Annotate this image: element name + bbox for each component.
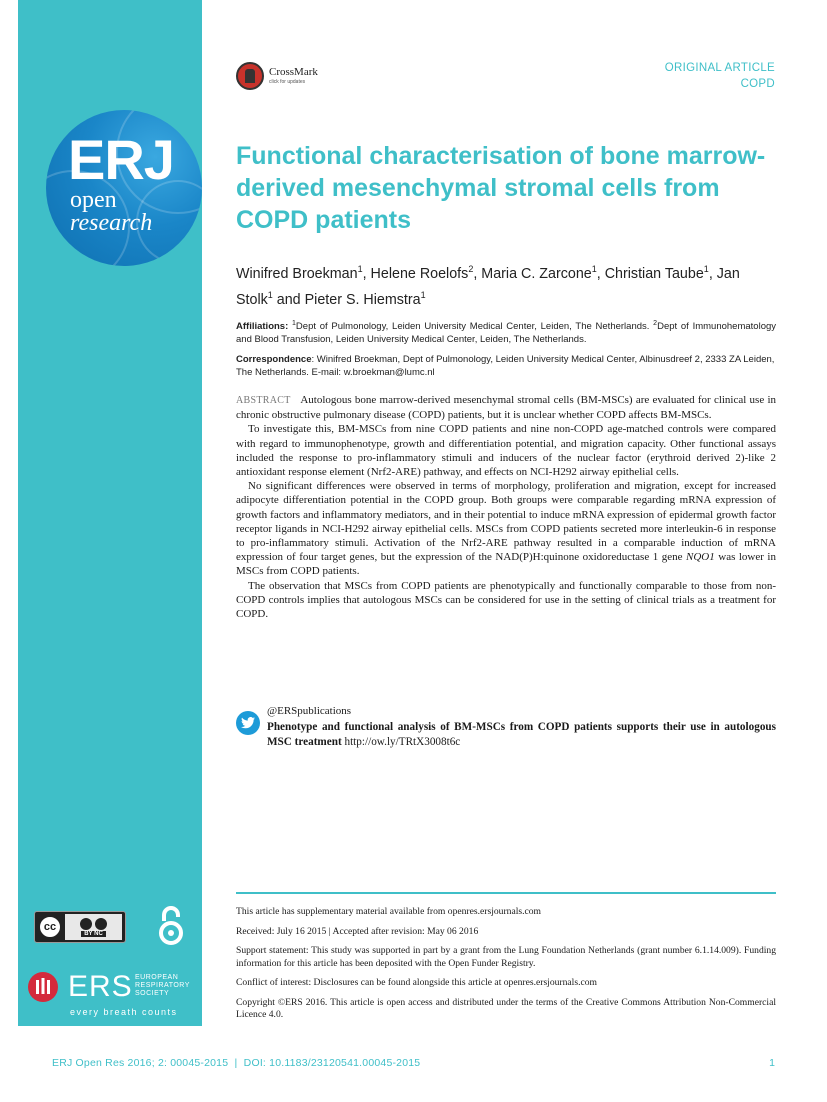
affiliations-label: Affiliations: bbox=[236, 321, 289, 333]
cc-terms-label: BY NC bbox=[81, 931, 106, 937]
author-name: Christian Taube bbox=[604, 265, 704, 282]
footnotes bbox=[236, 906, 776, 1029]
citation-footer: ERJ Open Res 2016; 2: 00045-2015 | DOI: 10.1183/23120541.00045-2015 bbox=[52, 1057, 421, 1069]
correspondence-label: Correspondence bbox=[236, 354, 312, 365]
page-number: 1 bbox=[769, 1057, 775, 1069]
article-type-label: ORIGINAL ARTICLE bbox=[664, 62, 775, 74]
crossmark-icon bbox=[236, 62, 264, 90]
author-affiliation-sup: 1 bbox=[420, 289, 426, 300]
supplementary-note: This article has supplementary material available from openres.ersjournals.com bbox=[236, 906, 542, 917]
abstract bbox=[236, 393, 776, 621]
abstract-paragraph: The observation that MSCs from COPD patients are phenotypically and functionally comparable to those from non-COPD controls implies that autologous MSCs can be considered for use in the setting of clinical trials as a treatment for COPD. bbox=[236, 579, 776, 621]
author-affiliation-sup: 1 bbox=[703, 264, 709, 274]
tweet-handle[interactable]: @ERSpublications bbox=[267, 705, 352, 717]
article-type bbox=[665, 60, 775, 92]
footnote-divider bbox=[236, 892, 776, 894]
ers-name: ERS bbox=[68, 970, 133, 1003]
article-title: Functional characterisation of bone marrow-derived mesenchymal stromal cells from COPD patients bbox=[236, 142, 766, 234]
author-separator: , bbox=[473, 265, 482, 282]
author-affiliation-sup: 2 bbox=[468, 264, 474, 274]
open-access-icon bbox=[158, 905, 184, 947]
author-separator: and bbox=[272, 291, 305, 308]
author-name: Jan Stolk bbox=[236, 265, 740, 308]
author-separator: , bbox=[596, 265, 605, 282]
author-name: Winifred Broekman bbox=[236, 265, 358, 282]
affiliations: Affiliations: $^1$Dept of Pulmonology, Leiden University Medical Center, Leiden, The Netherlands. $^2$Dept of Immunohematology and Blood Transfusion, Leiden University Medical Center, Leiden, The Netherlands. bbox=[236, 320, 777, 346]
nc-icon bbox=[95, 918, 107, 930]
erj-open-research-logo bbox=[46, 110, 202, 266]
author-separator: , bbox=[708, 265, 717, 282]
creative-commons-badge[interactable] bbox=[34, 911, 126, 943]
author-separator: , bbox=[362, 265, 371, 282]
crossmark-badge[interactable] bbox=[236, 62, 326, 92]
ers-logo bbox=[28, 968, 188, 1018]
by-icon bbox=[80, 918, 92, 930]
logo-open-text: open bbox=[70, 187, 117, 213]
author-affiliation-sup: 1 bbox=[357, 264, 363, 274]
ers-lung-icon bbox=[28, 972, 58, 1002]
copyright-notice: Copyright ©ERS 2016. This article is open access and distributed under the terms of the Creative Commons Attribution Non-Commercial Licence 4.0. bbox=[236, 996, 776, 1020]
author-affiliation-sup: 1 bbox=[267, 289, 273, 300]
author-affiliation-sup: 1 bbox=[591, 264, 597, 274]
cc-icon: cc bbox=[38, 915, 62, 939]
correspondence-text: : Winifred Broekman, Dept of Pulmonology, Leiden University Medical Center, Albinusdreef 2, 2333 ZA Leiden, The Netherlands. E-mail: w.broekman@lumc.nl bbox=[236, 354, 775, 378]
abstract-paragraph: No significant differences were observed in terms of morphology, proliferation and migration, except for increased adipocyte differentiation potential in the COPD group. Both groups were comparable regarding mRNA expression of growth factors and inflammatory mediators, and in their potential to induce mRNA expression of epidermal growth factor receptor ligands in NCI-H292 airway epithelial cells. MSCs from COPD patients secreted more interleukin-6 in response to pro-inflammatory stimuli. Activation of the Nrf2-ARE pathway resulted in a comparable induction of mRNA expression of four target genes, but the expression of the NAD(P)H:quinone oxidoreductase 1 gene NQO1 was lower in MSCs from COPD patients. bbox=[236, 480, 776, 578]
crossmark-sub: click for updates bbox=[269, 79, 306, 85]
sidebar-band bbox=[18, 0, 202, 1026]
author-name: Pieter S. Hiemstra bbox=[304, 291, 421, 308]
crossmark-label: CrossMark bbox=[269, 66, 318, 78]
abstract-paragraph: ABSTRACT Autologous bone marrow-derived mesenchymal stromal cells (BM-MSCs) are evaluated for clinical use in chronic obstructive pulmonary disease (COPD) patients, but it is unclear whether COPD affects BM-MSCs. bbox=[236, 394, 776, 422]
gene-name: NQO1 bbox=[686, 551, 715, 564]
twitter-icon[interactable] bbox=[236, 711, 260, 735]
author-name: Helene Roelofs bbox=[370, 265, 469, 282]
tweet-box bbox=[236, 705, 776, 755]
ers-society-name: EUROPEAN RESPIRATORY SOCIETY bbox=[135, 974, 190, 997]
author-name: Maria C. Zarcone bbox=[481, 265, 592, 282]
article-section-label: COPD bbox=[740, 78, 775, 90]
ers-tagline: every breath counts bbox=[70, 1007, 178, 1017]
tweet-text: Phenotype and functional analysis of BM-MSCs from COPD patients supports their use in autologous MSC treatment http://ow.ly/TRtX3008t6c bbox=[267, 721, 776, 748]
received-dates: Received: July 16 2015 | Accepted after revision: May 06 2016 bbox=[236, 925, 479, 937]
logo-erj-text: ERJ bbox=[68, 128, 174, 191]
abstract-label: ABSTRACT bbox=[236, 395, 291, 406]
logo-research-text: research bbox=[70, 210, 153, 236]
support-statement: Support statement: This study was supported in part by a grant from the Lung Foundation Netherlands (grant number 6.1.14.009). Funding information for this article has been deposited with the Open Funder Registry. bbox=[236, 945, 776, 969]
author-list bbox=[236, 259, 776, 311]
correspondence bbox=[236, 353, 776, 379]
conflict-of-interest: Conflict of interest: Disclosures can be found alongside this article at openres.ersjournals.com bbox=[236, 977, 597, 988]
abstract-paragraph: To investigate this, BM-MSCs from nine COPD patients and nine non-COPD age-matched controls were compared with regard to immunophenotype, growth and differentiation potential, and migration capacity. Other functional assays included the response to pro-inflammatory stimuli and inducers of the nuclear factor (erythroid derived 2)-like 2 antioxidant response element (Nrf2-ARE) pathway, and effects on NCI-H292 airway epithelial cells. bbox=[236, 423, 776, 479]
tweet-link[interactable]: http://ow.ly/TRtX3008t6c bbox=[341, 735, 461, 748]
